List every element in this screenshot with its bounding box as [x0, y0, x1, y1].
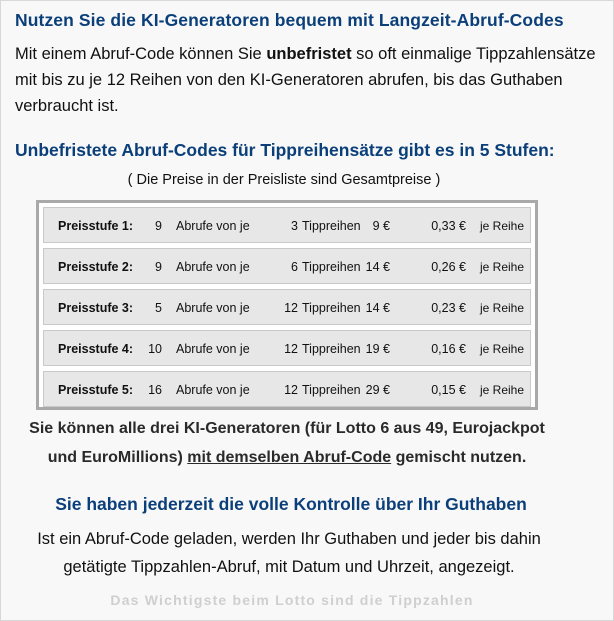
per-row-label: je Reihe — [480, 383, 525, 397]
reihen-count: 12 — [284, 383, 298, 397]
abrufe-label: Abrufe von je — [176, 301, 250, 315]
total-price: 29 € — [365, 383, 390, 397]
total-price: 14 € — [365, 260, 390, 274]
table-row — [43, 371, 531, 407]
reihen-count: 6 — [291, 260, 298, 274]
tippreihen-label: Tippreihen — [302, 383, 361, 397]
stufe-label: Preisstufe 4: — [58, 342, 134, 356]
table-row — [43, 330, 531, 366]
total-price: 14 € — [365, 301, 390, 315]
reihen-count: 12 — [284, 301, 298, 315]
abrufe-count: 5 — [155, 301, 162, 315]
table-row — [43, 248, 531, 284]
abrufe-count: 9 — [155, 260, 162, 274]
price-per-row: 0,23 € — [431, 301, 466, 315]
tippreihen-label: Tippreihen — [302, 219, 361, 233]
reihen-count: 3 — [291, 219, 298, 233]
levels-heading: Unbefristete Abruf-Codes für Tippreihensätze gibt es in 5 Stufen: — [15, 140, 555, 160]
intro-text-2: so oft einmalige Tippzahlensätze mit bis zu je 12 Reihen von den KI-Generatoren abrufen, bis das Guthaben verbraucht ist. — [15, 45, 596, 115]
mixed-use-text-end: gemischt nutzen. — [391, 449, 527, 466]
control-heading: Sie haben jederzeit die volle Kontrolle über Ihr Guthaben — [55, 494, 527, 514]
mixed-use-line-1: Sie können alle drei KI-Generatoren (für Lotto 6 aus 49, Eurojackpot — [29, 420, 545, 437]
per-row-label: je Reihe — [480, 219, 525, 233]
stufe-label: Preisstufe 1: — [58, 219, 134, 233]
per-row-label: je Reihe — [480, 260, 525, 274]
abrufe-count: 9 — [155, 219, 162, 233]
table-row — [43, 289, 531, 325]
tippreihen-label: Tippreihen — [302, 260, 361, 274]
abrufe-label: Abrufe von je — [176, 342, 250, 356]
control-line-1: Ist ein Abruf-Code geladen, werden Ihr Guthaben und jeder bis dahin — [37, 530, 541, 548]
mixed-use-line-2 — [1, 443, 573, 472]
abrufe-label: Abrufe von je — [176, 260, 250, 274]
stufe-label: Preisstufe 3: — [58, 301, 134, 315]
intro-paragraph — [15, 41, 611, 119]
control-line-2: getätigte Tippzahlen-Abruf, mit Datum und Uhrzeit, angezeigt. — [63, 558, 515, 576]
total-price: 19 € — [365, 342, 390, 356]
intro-bold-word: unbefristet — [266, 45, 352, 63]
reihen-count: 12 — [284, 342, 298, 356]
table-row — [43, 207, 531, 243]
abrufe-count: 10 — [148, 342, 162, 356]
price-table — [36, 200, 538, 410]
price-per-row: 0,26 € — [431, 260, 466, 274]
same-code-emphasis: mit demselben Abruf-Code — [187, 449, 392, 466]
stufe-label: Preisstufe 2: — [58, 260, 134, 274]
abrufe-label: Abrufe von je — [176, 383, 250, 397]
footer-tagline: Das Wichtigste beim Lotto sind die Tippzahlen — [110, 592, 474, 608]
price-note: ( Die Preise in der Preisliste sind Gesamtpreise ) — [127, 172, 441, 188]
price-per-row: 0,33 € — [431, 219, 466, 233]
intro-text-1: Mit einem Abruf-Code können Sie — [15, 45, 267, 63]
total-price: 9 € — [372, 219, 390, 233]
control-paragraph — [1, 525, 577, 581]
abrufe-count: 16 — [148, 383, 162, 397]
per-row-label: je Reihe — [480, 342, 525, 356]
price-per-row: 0,15 € — [431, 383, 466, 397]
tippreihen-label: Tippreihen — [302, 301, 361, 315]
mixed-use-text: und EuroMillions) — [47, 449, 188, 466]
main-heading: Nutzen Sie die KI-Generatoren bequem mit Langzeit-Abruf-Codes — [15, 10, 564, 30]
tippreihen-label: Tippreihen — [302, 342, 361, 356]
stufe-label: Preisstufe 5: — [58, 383, 134, 397]
mixed-use-paragraph — [1, 414, 573, 472]
per-row-label: je Reihe — [480, 301, 525, 315]
abrufe-label: Abrufe von je — [176, 219, 250, 233]
price-per-row: 0,16 € — [431, 342, 466, 356]
